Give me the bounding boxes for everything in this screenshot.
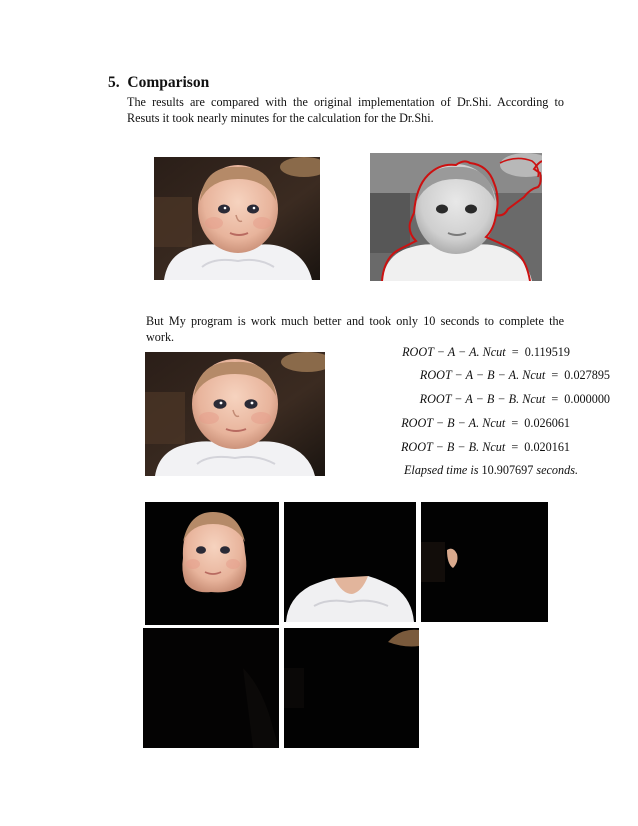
drshi-segmentation-result (370, 153, 542, 281)
result-line-1: But My program is work much better and took only 10 seconds to complete the (146, 314, 564, 328)
section-heading (108, 74, 209, 92)
elapsed-prefix: Elapsed time is (403, 463, 479, 477)
equation-lhs: ROOT − A − A. Ncut (402, 345, 506, 359)
original-baby-photo (154, 157, 320, 280)
equation-value: 0.027895 (564, 368, 610, 382)
segment-background-corner (284, 628, 419, 748)
ncut-equation-1 (402, 345, 570, 360)
segment-background-right (421, 502, 548, 622)
equation-equals: = (551, 368, 559, 382)
elapsed-time (404, 463, 578, 478)
equation-value: 0.020161 (524, 440, 570, 454)
equation-value: 0.000000 (564, 392, 610, 406)
equation-lhs: ROOT − A − B − B. Ncut (419, 392, 546, 406)
equation-equals: = (511, 345, 519, 359)
result-paragraph (146, 313, 564, 345)
elapsed-suffix: seconds. (536, 463, 578, 477)
equation-value: 0.119519 (524, 345, 570, 359)
segment-face (145, 502, 279, 625)
equation-value: 0.026061 (524, 416, 570, 430)
elapsed-value: 10.907697 (481, 463, 534, 477)
segment-background-dark (143, 628, 279, 748)
equation-lhs: ROOT − B − B. Ncut (400, 440, 506, 454)
equation-lhs: ROOT − A − B − A. Ncut (419, 368, 546, 382)
intro-line-1: The results are compared with the original implementation of Dr.Shi. According to (127, 95, 564, 109)
equation-equals: = (511, 416, 519, 430)
intro-line-2: Resuts it took nearly minutes for the calculation for the Dr.Shi. (127, 111, 434, 125)
equation-equals: = (551, 392, 559, 406)
section-title: Comparison (127, 74, 210, 91)
intro-paragraph (127, 94, 564, 126)
ncut-equation-5 (401, 440, 570, 455)
equation-equals: = (511, 440, 519, 454)
program-input-photo (145, 352, 325, 476)
section-number: 5. (108, 74, 120, 91)
ncut-equation-4 (401, 416, 570, 431)
ncut-equation-2 (420, 368, 610, 383)
segment-shirt (284, 502, 416, 622)
equation-lhs: ROOT − B − A. Ncut (401, 416, 506, 430)
result-line-2: work. (146, 330, 175, 344)
ncut-equation-3 (420, 392, 610, 407)
